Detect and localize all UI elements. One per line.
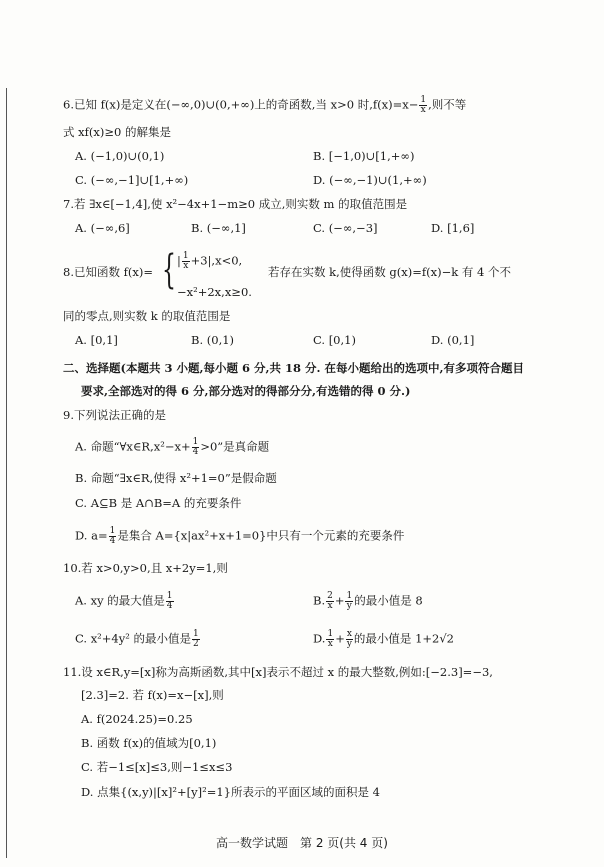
page-footer: 高一数学试题 第 2 页(共 4 页) xyxy=(216,836,388,850)
margin-line xyxy=(6,88,7,858)
q11-stem: 11.设 x∈R,y=[x]称为高斯函数,其中[x]表示不超过 x 的最大整数,例如:[−2.3]=−3, xyxy=(63,665,493,679)
q11-option-c: C. 若−1≤[x]≤3,则−1≤x≤3 xyxy=(81,760,233,774)
q9-option-a: A. 命题“∀x∈R,x²−x+ $\frac{1}{4}$ >0”是真命题 xyxy=(75,437,270,457)
q8-stem-b: 若存在实数 k,使得函数 g(x)=f(x)−k 有 4 个不 xyxy=(268,265,511,279)
q6-stem: 6.已知 f(x)是定义在(−∞,0)∪(0,+∞)上的奇函数,当 x>0 时,f(x)=x− $\frac{1}{x}$ ,则不等 xyxy=(63,95,467,115)
q9-option-b: B. 命题“∃x∈R,使得 x²+1=0”是假命题 xyxy=(75,471,277,485)
q8-option-c: C. [0,1) xyxy=(313,333,356,347)
q11-option-b: B. 函数 f(x)的值域为[0,1) xyxy=(81,736,217,750)
section2-heading: 二、选择题(本题共 3 小题,每小题 6 分,共 18 分. 在每小题给出的选项中,有多项符合题目 xyxy=(63,361,524,375)
q8-piece-1: | $\frac{1}{x}$ +3|,x<0, xyxy=(177,251,243,271)
q10-option-d: D. $\frac{1}{x}$ + $\frac{x}{y}$ 的最小值是 1+2√2 xyxy=(313,629,454,649)
q10-option-c: C. x²+4y² 的最小值是 $\frac{1}{2}$ xyxy=(75,629,199,649)
q8-option-a: A. [0,1] xyxy=(75,333,118,347)
q9-stem: 9.下列说法正确的是 xyxy=(63,408,166,422)
q6-option-c: C. (−∞,−1]∪[1,+∞) xyxy=(75,173,189,187)
q10-stem: 10.若 x>0,y>0,且 x+2y=1,则 xyxy=(63,561,228,575)
q8-piece-2: −x²+2x,x≥0. xyxy=(177,285,252,299)
q9-option-c: C. A⊆B 是 A∩B=A 的充要条件 xyxy=(75,496,242,510)
q8-option-b: B. (0,1) xyxy=(191,333,235,347)
q10-option-b: B. $\frac{2}{x}$ + $\frac{1}{y}$ 的最小值是 8 xyxy=(313,591,423,611)
q11-stem-continued: [2.3]=2. 若 f(x)=x−[x],则 xyxy=(81,688,224,702)
q6-fraction: $\frac{1}{x}$ xyxy=(420,95,427,115)
q7-option-c: C. (−∞,−3] xyxy=(313,221,378,235)
q8-option-d: D. (0,1] xyxy=(431,333,475,347)
q7-option-d: D. [1,6] xyxy=(431,221,475,235)
q8-piecewise-brace: { xyxy=(162,247,176,293)
q7-option-b: B. (−∞,1] xyxy=(191,221,246,235)
q11-option-d: D. 点集{(x,y)|[x]²+[y]²=1}所表示的平面区域的面积是 4 xyxy=(81,785,380,799)
q6-option-a: A. (−1,0)∪(0,1) xyxy=(75,149,165,163)
q6-stem-continued: 式 xf(x)≥0 的解集是 xyxy=(63,125,171,139)
q6-option-b: B. [−1,0)∪[1,+∞) xyxy=(313,149,415,163)
q7-stem: 7.若 ∃x∈[−1,4],使 x²−4x+1−m≥0 成立,则实数 m 的取值范围是 xyxy=(63,197,408,211)
q7-option-a: A. (−∞,6] xyxy=(75,221,130,235)
q8-stem: 8.已知函数 f(x)= xyxy=(63,265,153,279)
q8-stem-continued: 同的零点,则实数 k 的取值范围是 xyxy=(63,309,231,323)
q11-option-a: A. f(2024.25)=0.25 xyxy=(81,712,193,726)
q10-option-a: A. xy 的最大值是 $\frac{1}{4}$ xyxy=(75,591,173,611)
q6-option-d: D. (−∞,−1)∪(1,+∞) xyxy=(313,173,427,187)
q9-option-d: D. a= $\frac{1}{4}$ 是集合 A={x|ax²+x+1=0}中只有一个元素的充要条件 xyxy=(75,526,405,546)
section2-heading-continued: 要求,全部选对的得 6 分,部分选对的得部分分,有选错的得 0 分.) xyxy=(81,384,411,398)
